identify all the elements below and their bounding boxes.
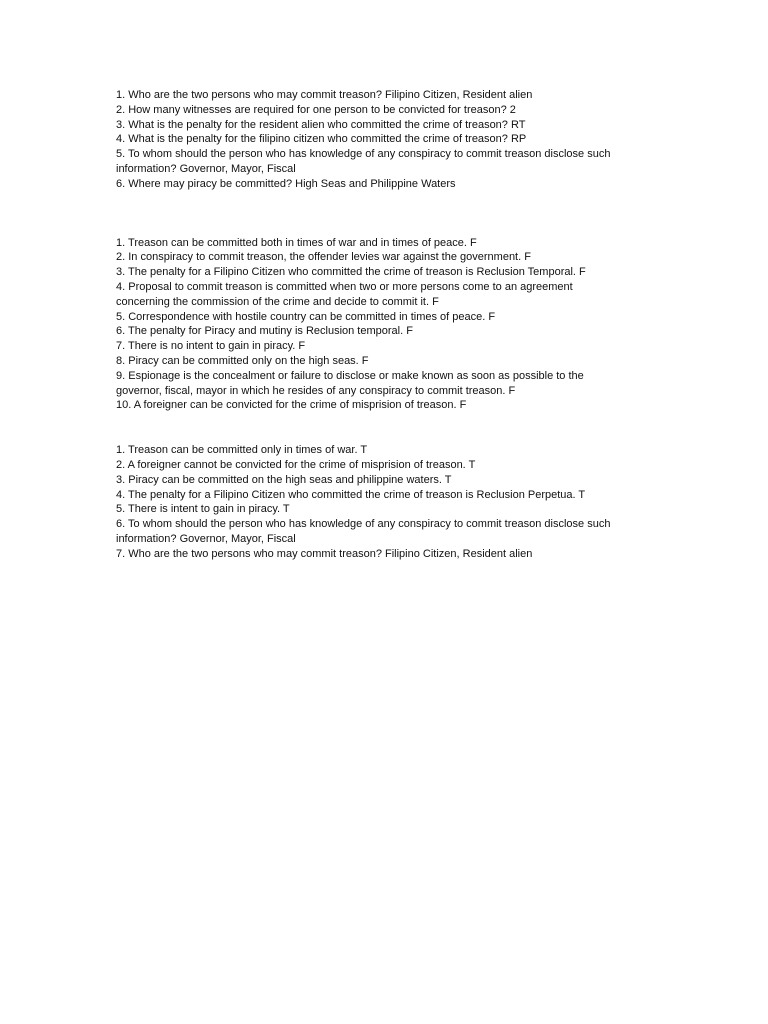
text-line: 2. A foreigner cannot be convicted for the crime of misprision of treason. T bbox=[116, 458, 476, 471]
text-line: 2. How many witnesses are required for one person to be convicted for treason? 2 bbox=[116, 103, 516, 116]
text-line: 3. The penalty for a Filipino Citizen who committed the crime of treason is Reclusion Temporal. F bbox=[116, 266, 586, 279]
text-line: 4. Proposal to commit treason is committed when two or more persons come to an agreement bbox=[116, 280, 573, 293]
text-line: 3. What is the penalty for the resident alien who committed the crime of treason? RT bbox=[116, 118, 526, 131]
text-line: 2. In conspiracy to commit treason, the offender levies war against the government. F bbox=[116, 251, 531, 264]
document-page bbox=[116, 88, 656, 562]
text-line: 10. A foreigner can be convicted for the crime of misprision of treason. F bbox=[116, 399, 467, 412]
text-line: 3. Piracy can be committed on the high seas and philippine waters. T bbox=[116, 473, 452, 486]
text-line: 1. Who are the two persons who may commit treason? Filipino Citizen, Resident alien bbox=[116, 89, 533, 101]
text-line: 5. To whom should the person who has knowledge of any conspiracy to commit treason disclose such bbox=[116, 148, 611, 161]
text-line: 1. Treason can be committed only in times of war. T bbox=[116, 444, 368, 457]
questions-section bbox=[116, 88, 656, 192]
text-line: 9. Espionage is the concealment or failure to disclose or make known as soon as possible to the bbox=[116, 369, 584, 382]
text-line: 6. To whom should the person who has knowledge of any conspiracy to commit treason disclose such bbox=[116, 518, 611, 531]
text-line: 6. Where may piracy be committed? High Seas and Philippine Waters bbox=[116, 177, 456, 190]
text-line: 8. Piracy can be committed only on the high seas. F bbox=[116, 354, 369, 367]
text-line: concerning the commission of the crime and decide to commit it. F bbox=[116, 295, 439, 308]
text-line: governor, fiscal, mayor in which he resides of any conspiracy to commit treason. F bbox=[116, 384, 516, 397]
text-line: 5. There is intent to gain in piracy. T bbox=[116, 503, 290, 516]
text-line: 6. The penalty for Piracy and mutiny is Reclusion temporal. F bbox=[116, 325, 413, 338]
true-statements-section bbox=[116, 443, 656, 561]
false-statements-section bbox=[116, 236, 656, 414]
text-line: information? Governor, Mayor, Fiscal bbox=[116, 532, 296, 545]
text-line: 4. The penalty for a Filipino Citizen who committed the crime of treason is Reclusion Perpetua. T bbox=[116, 488, 586, 501]
text-line: 7. There is no intent to gain in piracy. F bbox=[116, 340, 306, 353]
text-line: 4. What is the penalty for the filipino citizen who committed the crime of treason? RP bbox=[116, 133, 527, 146]
text-line: information? Governor, Mayor, Fiscal bbox=[116, 162, 296, 175]
text-line: 1. Treason can be committed both in times of war and in times of peace. F bbox=[116, 236, 477, 249]
text-line: 5. Correspondence with hostile country can be committed in times of peace. F bbox=[116, 310, 496, 323]
text-line: 7. Who are the two persons who may commit treason? Filipino Citizen, Resident alien bbox=[116, 547, 533, 560]
